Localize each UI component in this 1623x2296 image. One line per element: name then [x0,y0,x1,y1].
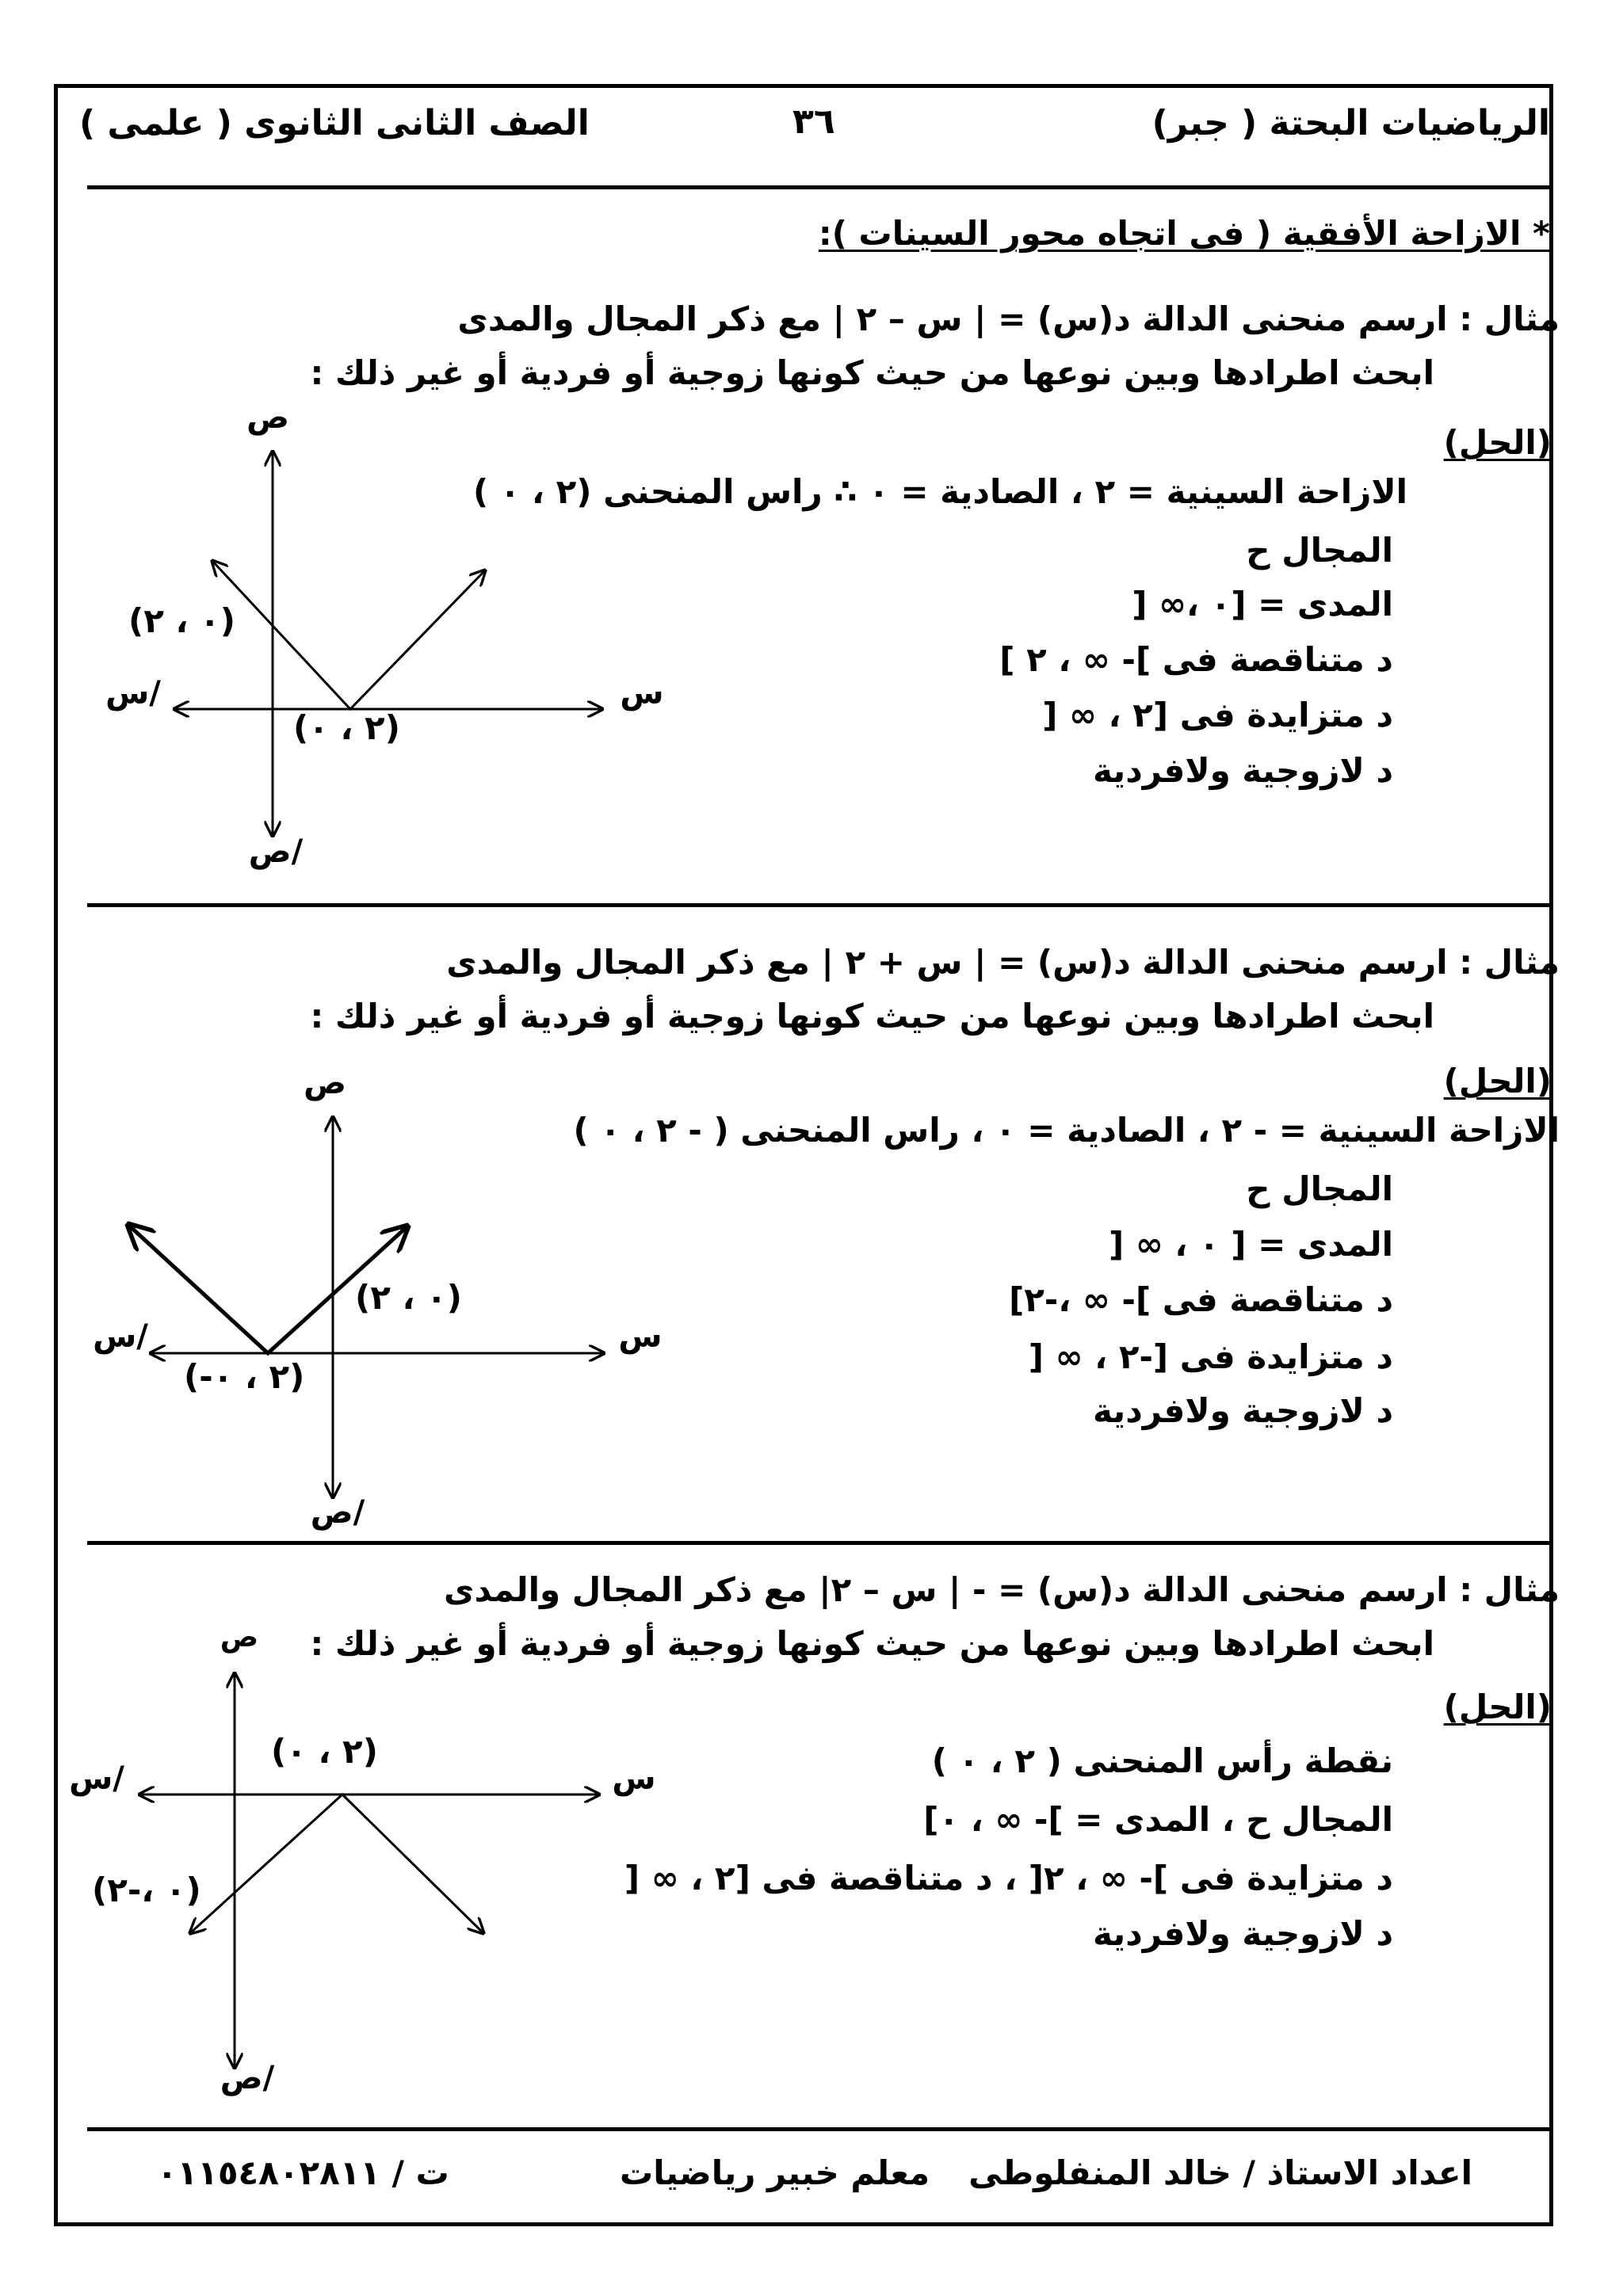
example-1-question-line2: ابحث اطرادها وبين نوعها من حيث كونها زوجية أو فردية أو غير ذلك : [310,353,1434,392]
example-2-graph [95,1054,666,1529]
example-1-step-3: المدى = [٠ ،∞ [ [1132,585,1393,624]
y-negative-axis-label: ص/ [310,1494,365,1531]
y-axis-label: ص [246,399,289,436]
example-2-step-6: د لازوجية ولافردية [1092,1391,1393,1430]
footer-phone: ت / ٠١١٥٤٨٠٢٨١١ [157,2153,449,2192]
example-3-question-line2: ابحث اطرادها وبين نوعها من حيث كونها زوجية أو فردية أو غير ذلك : [310,1624,1434,1663]
example-1-question-line1: مثال : ارسم منحنى الدالة د(س) = | س – ٢ | مع ذكر المجال والمدى [457,299,1560,338]
example-2-question-line2: ابحث اطرادها وبين نوعها من حيث كونها زوجية أو فردية أو غير ذلك : [310,997,1434,1035]
example-1-step-2: المجال ح [1246,531,1393,570]
x-axis-label: س [618,1318,663,1355]
x-negative-axis-label: س/ [69,1760,124,1797]
page-number: ٣٦ [792,101,835,142]
footer-role: معلم خبير رياضيات [620,2153,930,2192]
example-divider-2 [87,1541,1552,1545]
example-1-step-6: د لازوجية ولافردية [1092,751,1393,790]
example-3-step-3: د متزايدة فى ]- ∞ ، ٢[ ، د متناقصة فى [٢ ، ∞ [ [624,1859,1393,1897]
header-grade: الصف الثانى الثانوى ( علمى ) [79,103,590,143]
example-2-step-1: الازاحة السينية = - ٢ ، الصادية = ٠ ، راس المنحنى ( - ٢ ، ٠ ) [573,1111,1560,1150]
x-axis-label: س [620,675,664,711]
footer-divider [87,2127,1552,2131]
section-title: * الازاحة الأفقية ( فى اتجاه محور السينات ): [818,214,1550,253]
example-3-graph [63,1600,656,2100]
y-intercept-label: (٠ ،-٢) [92,1871,201,1909]
vertex-point-label: (٢ ، ٠) [293,708,400,747]
x-negative-axis-label: س/ [105,675,161,711]
example-3-question-line1: مثال : ارسم منحنى الدالة د(س) = - | س – ٢| مع ذكر المجال والمدى [443,1570,1560,1609]
example-1-step-5: د متزايدة فى [٢ ، ∞ [ [1042,696,1393,734]
example-divider-1 [87,903,1552,907]
example-3-solution-label: (الحل) [1443,1688,1552,1726]
y-intercept-label: (٠ ، ٢) [355,1278,462,1317]
header-book-title: الرياضيات البحتة ( جبر) [1151,103,1550,143]
vertex-point-label: (٢ ، ٠) [271,1732,378,1771]
example-1-solution-label: (الحل) [1443,423,1552,462]
example-2-step-4: د متناقصة فى ]- ∞ ،-٢] [1009,1280,1393,1319]
example-2-question-line1: مثال : ارسم منحنى الدالة د(س) = | س + ٢ | مع ذكر المجال والمدى [446,943,1560,982]
footer-author: اعداد الاستاذ / خالد المنفلوطى [968,2153,1472,2192]
curve [212,561,485,709]
example-2-step-3: المدى = [ ٠ ، ∞ [ [1109,1225,1393,1264]
example-2-step-5: د متزايدة فى [-٢ ، ∞ [ [1028,1337,1393,1376]
example-1-graph [95,399,666,879]
y-axis-label: ص [304,1065,346,1101]
example-3-step-2: المجال ح ، المدى = ]- ∞ ، ٠] [923,1800,1393,1839]
y-negative-axis-label: ص/ [248,833,304,870]
y-axis-label: ص [220,1621,259,1653]
example-3-step-1: نقطة رأس المنحنى ( ٢ ، ٠ ) [931,1741,1393,1780]
example-3-step-4: د لازوجية ولافردية [1092,1914,1393,1953]
vertex-point-label: (-٢ ، ٠) [184,1357,305,1396]
x-axis-label: س [612,1760,656,1797]
example-2-solution-label: (الحل) [1443,1062,1552,1100]
example-1-step-1: الازاحة السينية = ٢ ، الصادية = ٠ ∴ راس المنحنى (٢ ، ٠ ) [472,472,1407,511]
y-intercept-label: (٠ ، ٢) [128,601,235,640]
example-2-step-2: المجال ح [1246,1169,1393,1208]
header-divider [87,185,1552,189]
x-negative-axis-label: س/ [93,1318,148,1355]
y-negative-axis-label: ص/ [220,2060,275,2096]
example-1-step-4: د متناقصة فى ]- ∞ ، ٢ ] [999,640,1393,679]
